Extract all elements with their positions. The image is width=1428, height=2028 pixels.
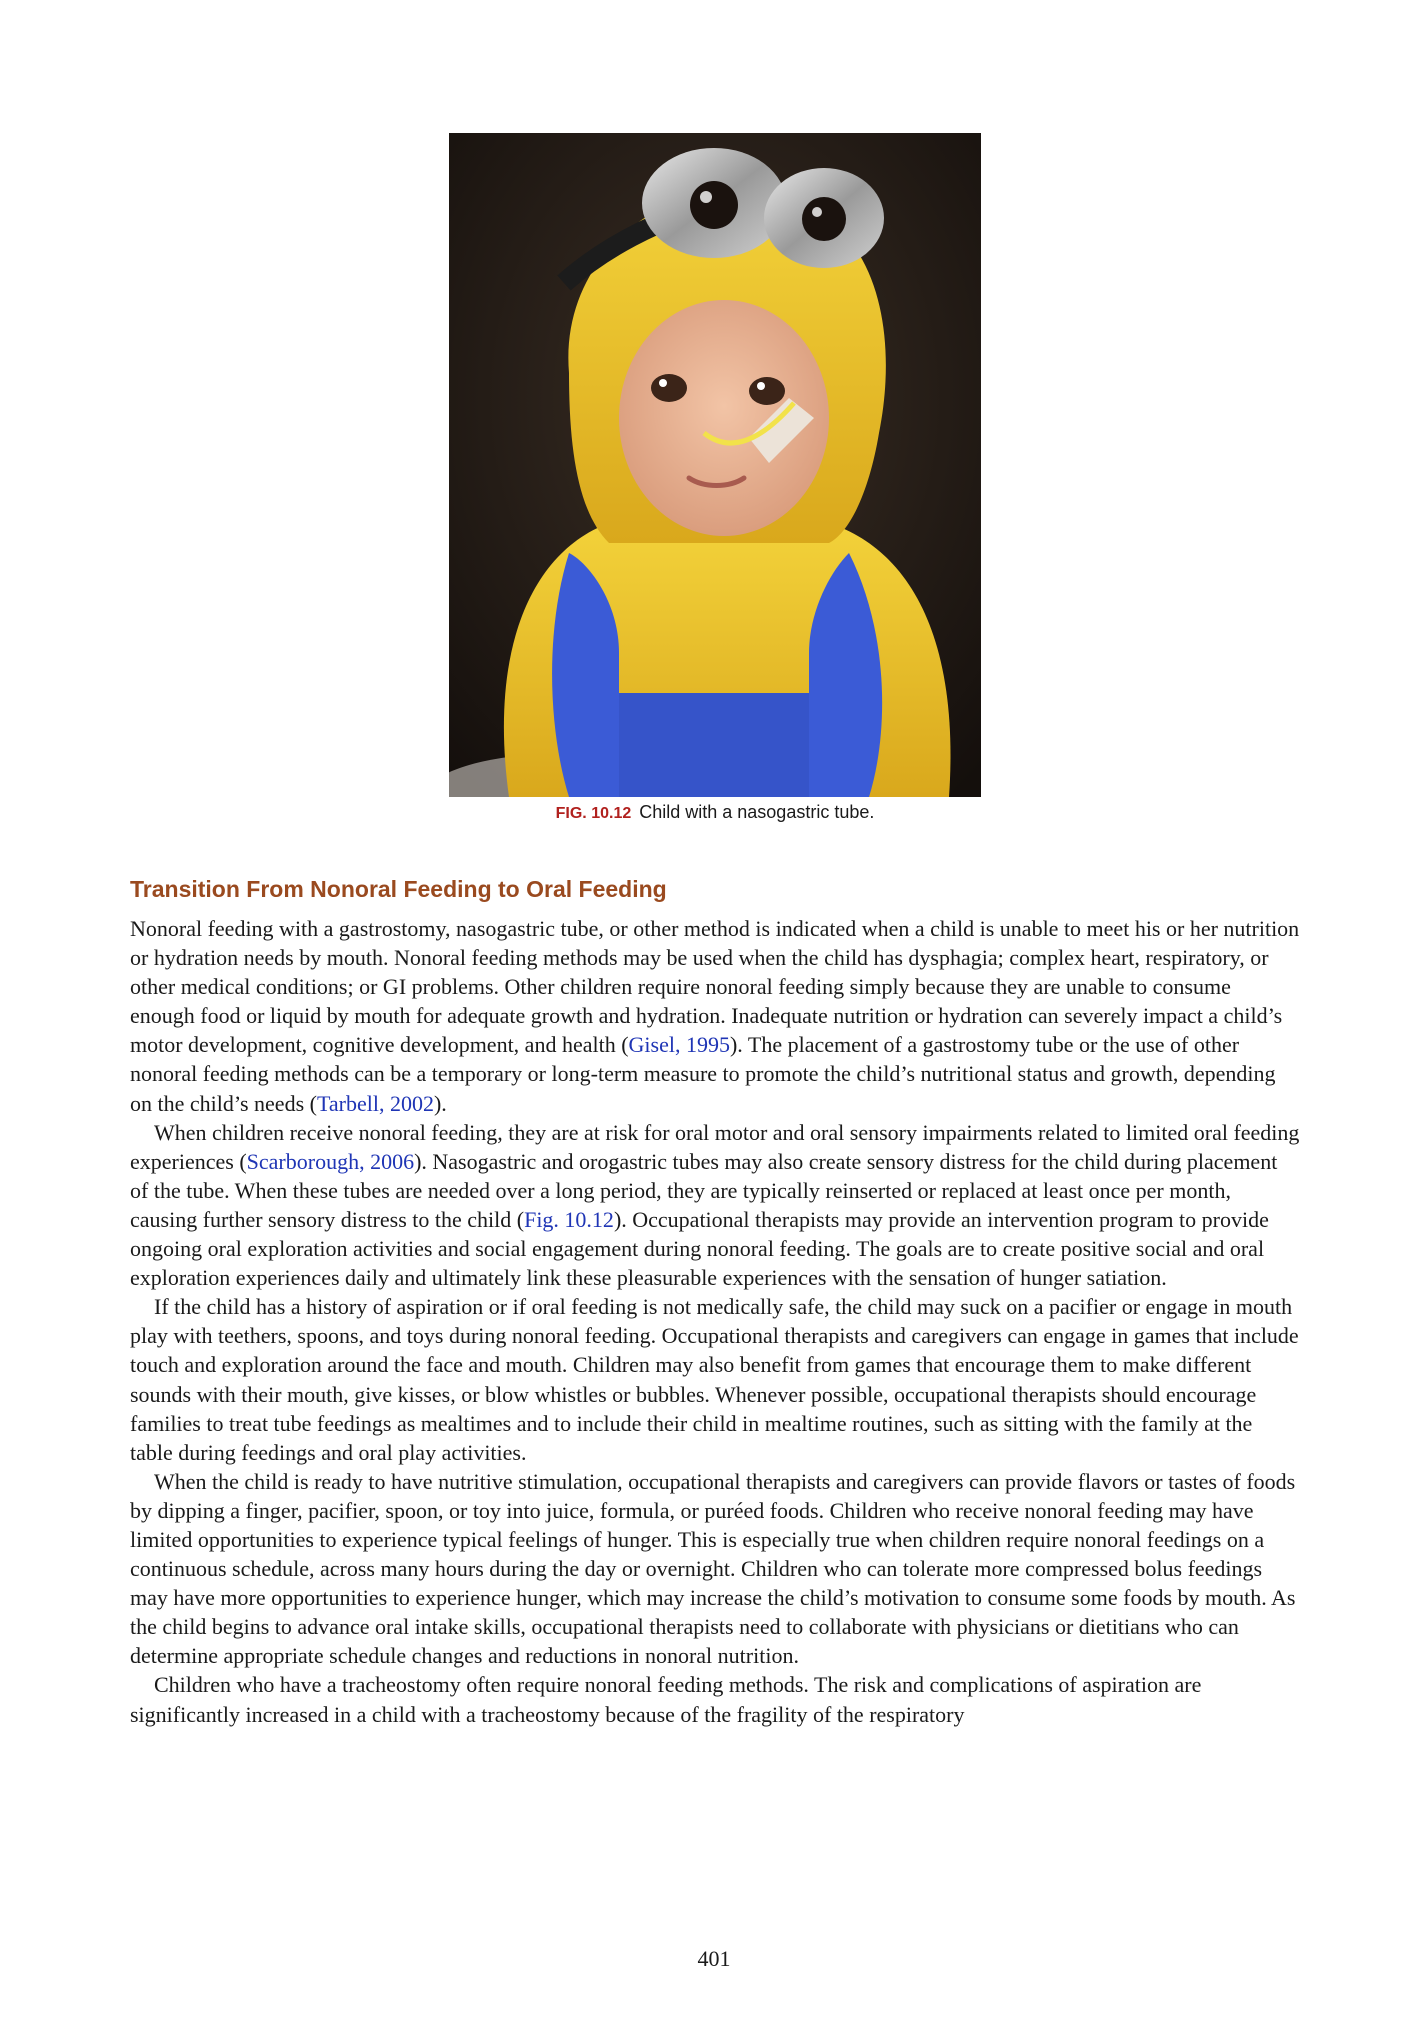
citation-link-tarbell[interactable]: Tarbell, 2002: [316, 1090, 434, 1116]
figure-label: FIG. 10.12: [555, 805, 632, 822]
section-heading: Transition From Nonoral Feeding to Oral Feeding: [130, 876, 667, 902]
figure-photo: [449, 133, 981, 797]
paragraph-text: ). The placement of a gastrostomy tube or the use of other nonoral feeding methods can be a temporary or long-term measure to promote the child’s nutritional status and growth, depending on the child’s needs (: [130, 1032, 1276, 1116]
page-number: 401: [697, 1946, 731, 1971]
paragraph-2: [130, 1118, 1300, 1293]
citation-link-gisel[interactable]: Gisel, 1995: [628, 1032, 730, 1058]
paragraph-text: ). Nasogastric and orogastric tubes may also create sensory distress for the child during placement of the tube. When these tubes are needed over a long period, they are typically reinserted or replaced at least once per month, causing further sensory distress to the child (: [130, 1148, 1278, 1232]
paragraph-3: [130, 1292, 1300, 1467]
paragraph-text: ). Occupational therapists may provide an intervention program to provide ongoing oral exploration activities and social engagement during nonoral feeding. The goals are to create positive social and oral exploration experiences daily and ultimately link these pleasurable experiences with the sensation of hunger satiation.: [130, 1206, 1269, 1291]
figure-caption: [449, 802, 981, 823]
child-photo-illustration: [449, 133, 981, 797]
paragraph-text: ).: [433, 1090, 447, 1116]
paragraph-4: [130, 1467, 1300, 1671]
figure-caption-text: Child with a nasogastric tube.: [639, 802, 875, 822]
paragraph-text: When children receive nonoral feeding, they are at risk for oral motor and oral sensory impairments related to limited oral feeding experiences (: [130, 1119, 1300, 1174]
paragraph-text: When the child is ready to have nutritive stimulation, occupational therapists and caregivers can provide flavors or tastes of foods by dipping a finger, pacifier, spoon, or toy into juice, formula, or puréed foods. Children who receive nonoral feeding may have limited opportunities to experience typical feelings of hunger. This is especially true when children require nonoral feedings on a continuous schedule, across many hours during the day or overnight. Children who can tolerate more compressed bolus feedings may have more opportunities to experience hunger, which may increase the child’s motivation to consume some foods by mouth. As the child begins to advance oral intake skills, occupational therapists need to collaborate with physicians or dietitians who can determine appropriate schedule changes and reductions in nonoral nutrition.: [130, 1468, 1296, 1669]
paragraph-1: [130, 914, 1300, 1118]
paragraph-5: [130, 1670, 1300, 1728]
figure-reference-link[interactable]: Fig. 10.12: [524, 1206, 614, 1232]
paragraph-text: Children who have a tracheostomy often require nonoral feeding methods. The risk and complications of aspiration are significantly increased in a child with a tracheostomy because of the fragility of the respiratory: [130, 1672, 1202, 1727]
paragraph-text: If the child has a history of aspiration or if oral feeding is not medically safe, the child may suck on a pacifier or engage in mouth play with teethers, spoons, and toys during nonoral feeding. Occupational therapists and caregivers can engage in games that include touch and exploration around the face and mouth. Children may also benefit from games that encourage them to make different sounds with their mouth, give kisses, or blow whistles or bubbles. Whenever possible, occupational therapists should encourage families to treat tube feedings as mealtimes and to include their child in mealtime routines, such as sitting with the family at the table during feedings and oral play activities.: [130, 1294, 1299, 1465]
body-text: [130, 914, 1300, 1729]
citation-link-scarborough[interactable]: Scarborough, 2006: [246, 1148, 415, 1174]
paragraph-text: Nonoral feeding with a gastrostomy, nasogastric tube, or other method is indicated when a child is unable to meet his or her nutrition or hydration needs by mouth. Nonoral feeding methods may be used when the child has dysphagia; complex heart, respiratory, or other medical conditions; or GI problems. Other children require nonoral feeding simply because they are unable to consume enough food or liquid by mouth for adequate growth and hydration. Inadequate nutrition or hydration can severely impact a child’s motor development, cognitive development, and health (: [130, 916, 1300, 1058]
